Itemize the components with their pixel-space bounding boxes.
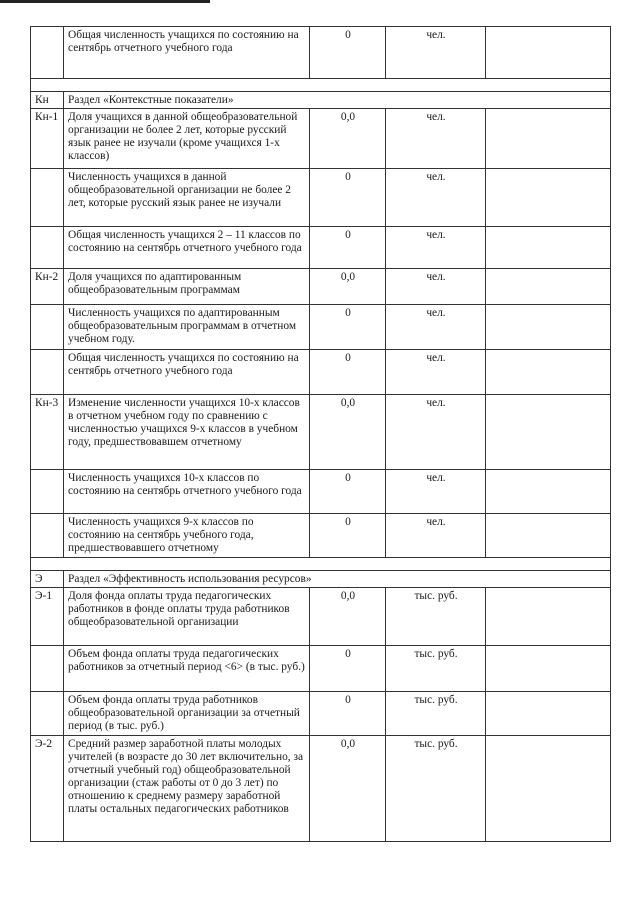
indicator-value: 0,0 [310,588,386,646]
indicator-value: 0 [310,350,386,395]
indicator-code: Кн-2 [31,269,64,305]
indicator-unit: чел. [386,395,486,470]
indicator-unit: тыс. руб. [386,646,486,692]
indicator-name: Численность учащихся 9-х классов по состоянию на сентябрь учебного года, предшествовавшего отчетному [64,514,310,558]
indicator-code: Кн-3 [31,395,64,470]
indicator-row [31,27,611,79]
indicator-table [30,26,611,842]
indicator-row [31,109,611,169]
indicator-row [31,736,611,842]
indicator-value: 0 [310,305,386,350]
indicator-value: 0 [310,646,386,692]
indicator-unit: чел. [386,350,486,395]
indicator-value: 0,0 [310,736,386,842]
indicator-note-cell [486,736,611,842]
indicator-row [31,470,611,514]
indicator-row [31,269,611,305]
indicator-note-cell [486,514,611,558]
indicator-name: Объем фонда оплаты труда работников общеобразовательной организации за отчетный период (в тыс. руб.) [64,692,310,736]
indicator-value: 0,0 [310,109,386,169]
indicator-name: Численность учащихся 10-х классов по состоянию на сентябрь отчетного учебного года [64,470,310,514]
indicator-row [31,227,611,269]
indicator-code: Кн-1 [31,109,64,169]
indicator-unit: чел. [386,305,486,350]
indicator-row [31,692,611,736]
indicator-name: Доля учащихся по адаптированным общеобразовательным программам [64,269,310,305]
indicator-name: Объем фонда оплаты труда педагогических работников за отчетный период <6> (в тыс. руб.) [64,646,310,692]
section-title: Раздел «Контекстные показатели» [64,92,611,109]
indicator-table-body [31,27,611,842]
indicator-code: Э-1 [31,588,64,646]
indicator-unit: чел. [386,470,486,514]
indicator-unit: чел. [386,514,486,558]
indicator-unit: чел. [386,27,486,79]
indicator-note-cell [486,350,611,395]
indicator-value: 0,0 [310,395,386,470]
indicator-note-cell [486,588,611,646]
indicator-row [31,305,611,350]
indicator-code [31,305,64,350]
indicator-code [31,169,64,227]
indicator-row [31,395,611,470]
indicator-row [31,350,611,395]
indicator-value: 0 [310,169,386,227]
indicator-row [31,646,611,692]
indicator-name: Общая численность учащихся по состоянию на сентябрь отчетного учебного года [64,27,310,79]
section-header-row [31,571,611,588]
indicator-unit: тыс. руб. [386,588,486,646]
indicator-code [31,692,64,736]
indicator-unit: чел. [386,169,486,227]
section-code: Э [31,571,64,588]
indicator-unit: чел. [386,109,486,169]
indicator-note-cell [486,692,611,736]
indicator-value: 0 [310,514,386,558]
indicator-name: Изменение численности учащихся 10-х классов в отчетном учебном году по сравнению с численностью учащихся 9-х классов в учебном году, предшествовавшем отчетному [64,395,310,470]
indicator-name: Доля фонда оплаты труда педагогических работников в фонде оплаты труда работников общеобразовательной организации [64,588,310,646]
indicator-name: Доля учащихся в данной общеобразовательной организации не более 2 лет, которые русский язык ранее не изучали (кроме учащихся 1-х классов) [64,109,310,169]
indicator-name: Общая численность учащихся по состоянию на сентябрь отчетного учебного года [64,350,310,395]
blank-cell [31,558,611,571]
indicator-code [31,646,64,692]
indicator-note-cell [486,269,611,305]
indicator-note-cell [486,470,611,514]
indicator-unit: тыс. руб. [386,692,486,736]
indicator-note-cell [486,395,611,470]
indicator-row [31,588,611,646]
indicator-unit: чел. [386,227,486,269]
indicator-name: Средний размер заработной платы молодых учителей (в возрасте до 30 лет включительно, за отчетный учебный год) общеобразовательной организации (стаж работы от 0 до 3 лет) по отношению к среднему размеру заработной платы остальных педагогических работников [64,736,310,842]
indicator-unit: тыс. руб. [386,736,486,842]
section-header-row [31,92,611,109]
indicator-note-cell [486,169,611,227]
indicator-code [31,470,64,514]
indicator-code [31,350,64,395]
blank-separator-row [31,558,611,571]
indicator-note-cell [486,27,611,79]
indicator-code [31,514,64,558]
indicator-code: Э-2 [31,736,64,842]
indicator-name: Численность учащихся в данной общеобразовательной организации не более 2 лет, которые русский язык ранее не изучали [64,169,310,227]
section-code: Кн [31,92,64,109]
blank-separator-row [31,79,611,92]
indicator-value: 0 [310,692,386,736]
indicator-value: 0 [310,27,386,79]
indicator-note-cell [486,227,611,269]
indicator-value: 0 [310,227,386,269]
scan-edge-line [0,0,210,3]
indicator-row [31,169,611,227]
indicator-note-cell [486,109,611,169]
indicator-value: 0,0 [310,269,386,305]
indicator-note-cell [486,305,611,350]
indicator-value: 0 [310,470,386,514]
indicator-row [31,514,611,558]
indicator-code [31,227,64,269]
indicator-note-cell [486,646,611,692]
blank-cell [31,79,611,92]
indicator-name: Общая численность учащихся 2 – 11 классов по состоянию на сентябрь отчетного учебного года [64,227,310,269]
indicator-code [31,27,64,79]
indicator-unit: чел. [386,269,486,305]
section-title: Раздел «Эффективность использования ресурсов» [64,571,611,588]
indicator-name: Численность учащихся по адаптированным общеобразовательным программам в отчетном учебном году. [64,305,310,350]
